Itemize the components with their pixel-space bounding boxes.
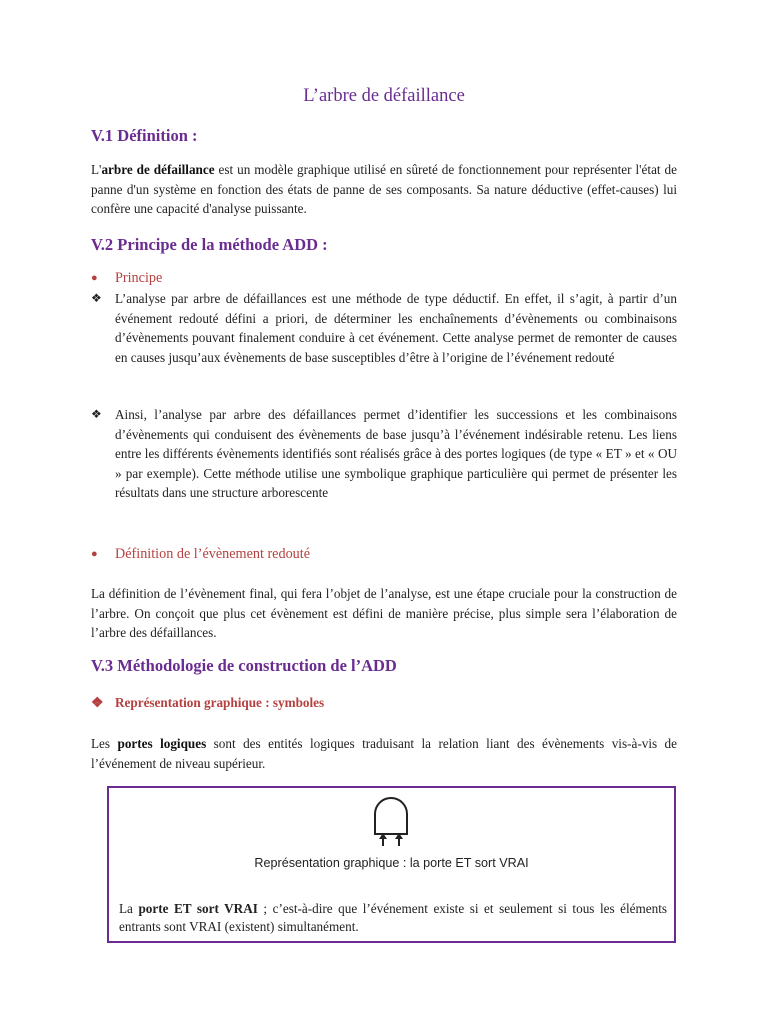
and-gate-desc-term: porte ET sort VRAI	[138, 901, 258, 916]
principe-item-1-text: L’analyse par arbre de défaillances est une méthode de type déductif. En effet, il s’agit, à partir d’un événement redouté défini a priori, de déterminer les enchaînements d’évènements ou combinaisons d’évènements pouvant finalement conduire à cet événement. Cette analyse permet de remonter de causes en causes jusqu’aux évènements de base susceptibles d’être à l’origine de l’événement redouté	[115, 291, 677, 365]
principe-item-2	[91, 405, 677, 503]
portes-prefix: Les	[91, 736, 118, 751]
subheading-representation	[91, 695, 324, 712]
diamond-bullet-icon: ❖	[91, 696, 104, 711]
portes-term: portes logiques	[117, 736, 207, 751]
diamond-bullet-icon: ❖	[91, 407, 102, 421]
diamond-bullet-icon: ❖	[91, 291, 102, 305]
section-heading-methodologie: V.3 Méthodologie de construction de l’ADD	[91, 656, 397, 675]
circle-bullet-icon: ●	[91, 272, 98, 284]
portes-text: sont des entités logiques traduisant la relation liant des évènements vis-à-vis de l’événement de niveau supérieur.	[91, 736, 678, 771]
definition-paragraph	[91, 160, 677, 219]
bullet-principe-label: Principe	[115, 270, 163, 286]
circle-bullet-icon: ●	[91, 548, 98, 560]
subheading-representation-label: Représentation graphique : symboles	[115, 695, 325, 710]
and-gate-description	[119, 900, 667, 936]
evenement-redoute-paragraph: La définition de l’évènement final, qui fera l’objet de l’analyse, est une étape cruciale pour la construction de l’arbre. On conçoit que plus cet évènement est défini de manière précise, plus simple sera l’élaboration de l’arbre des défaillances.	[91, 586, 677, 640]
bullet-principe	[91, 270, 162, 287]
and-gate-box	[107, 786, 676, 943]
definition-text: est un modèle graphique utilisé en sûreté de fonctionnement pour représenter l'état de panne d'un système en fonction des états de panne de ses composants. Sa nature déductive (effet-causes) lui confère une capacité d'analyse puissante.	[91, 162, 677, 216]
section-heading-definition: V.1 Définition :	[91, 126, 198, 145]
principe-item-2-text: Ainsi, l’analyse par arbre des défaillances permet d’identifier les successions et les combinaisons d’évènements qui conduisent des évènements de base jusqu’à l’événement indésirable retenu. Les liens entre les différents évènements identifiés sont réalisés grâce à des portes logiques (de type « ET » et « OU » par exemple). Cette méthode utilise une symbolique graphique particulière qui permet de présenter les résultats dans une structure arborescente	[115, 407, 677, 500]
and-gate-icon	[371, 794, 411, 846]
bullet-evenement-redoute-label: Définition de l’évènement redouté	[115, 546, 311, 562]
portes-logiques-paragraph	[91, 734, 677, 773]
definition-term: arbre de défaillance	[101, 162, 215, 177]
page-title: L’arbre de défaillance	[303, 86, 465, 106]
definition-prefix: L'	[91, 162, 102, 177]
and-gate-desc-text: ; c’est-à-dire que l’événement existe si et seulement si tous les éléments entrants sont VRAI (existent) simultanément.	[119, 901, 667, 934]
bullet-evenement-redoute	[91, 546, 310, 563]
and-gate-caption: Représentation graphique : la porte ET sort VRAI	[254, 856, 529, 870]
principe-item-1	[91, 289, 677, 367]
section-heading-principe: V.2 Principe de la méthode ADD :	[91, 235, 328, 254]
and-gate-desc-prefix: La	[119, 901, 139, 916]
